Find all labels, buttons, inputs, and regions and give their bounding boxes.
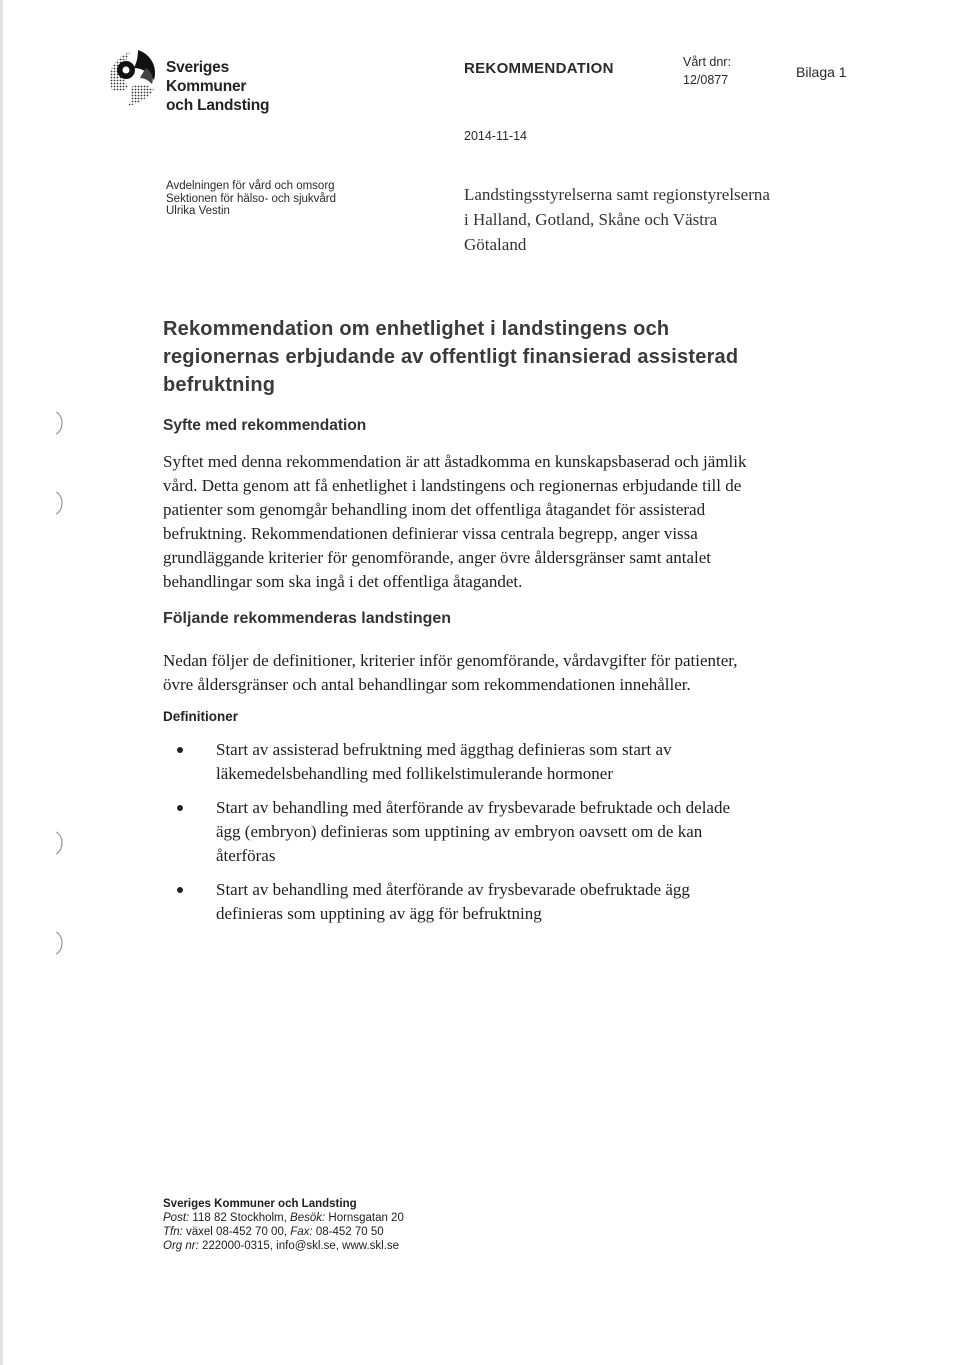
skl-logo-icon bbox=[104, 46, 162, 108]
list-item bbox=[177, 738, 817, 786]
footer-value: växel 08-452 70 00, bbox=[186, 1226, 288, 1238]
paragraph-line: patienter som genomgår behandling inom det offentliga åtagandet för assisterad bbox=[163, 500, 706, 519]
paragraph-line: grundläggande kriterier för genomförande, anger övre åldersgränser samt antalet bbox=[163, 548, 712, 567]
punch-hole-mark bbox=[52, 830, 66, 856]
footer-value: 222000-0315, info@skl.se, www.skl.se bbox=[202, 1240, 400, 1252]
paragraph-line: Nedan följer de definitioner, kriterier inför genomförande, vårdavgifter för patienter, bbox=[163, 651, 738, 670]
purpose-heading: Syfte med rekommendation bbox=[163, 417, 367, 434]
footer-label: Org nr: bbox=[163, 1240, 199, 1252]
bullet-icon bbox=[177, 887, 183, 893]
definitions-list bbox=[177, 738, 817, 936]
bullet-icon bbox=[177, 747, 183, 753]
document-date: 2014-11-14 bbox=[464, 129, 528, 143]
list-item-line: Start av behandling med återförande av frysbevarade befruktade och delade bbox=[216, 798, 731, 817]
footer-label: Besök: bbox=[290, 1212, 326, 1224]
list-item-line: läkemedelsbehandling med follikelstimulerande hormoner bbox=[216, 764, 614, 783]
sender-block bbox=[166, 180, 336, 218]
recipient-block bbox=[464, 182, 770, 257]
footer-line bbox=[163, 1239, 404, 1253]
logo-line: Kommuner bbox=[166, 78, 247, 95]
recipient-line: Landstingsstyrelserna samt regionstyrelserna bbox=[464, 185, 770, 204]
document-title bbox=[163, 315, 863, 399]
footer-value: 118 82 Stockholm, bbox=[192, 1212, 287, 1224]
footer-line bbox=[163, 1225, 404, 1239]
footer-value: 08-452 70 50 bbox=[315, 1226, 384, 1238]
appendix-label: Bilaga 1 bbox=[796, 64, 847, 80]
list-item bbox=[177, 796, 817, 868]
paragraph-line: befruktning. Rekommendationen definierar vissa centrala begrepp, anger vissa bbox=[163, 524, 698, 543]
footer-label: Fax: bbox=[290, 1226, 313, 1238]
logo-line: Sveriges bbox=[166, 59, 230, 76]
document-type: REKOMMENDATION bbox=[464, 60, 614, 77]
footer-line bbox=[163, 1211, 404, 1225]
punch-hole-mark bbox=[52, 410, 66, 436]
footer-value: Hornsgatan 20 bbox=[328, 1212, 404, 1224]
sender-line: Sektionen för hälso- och sjukvård bbox=[166, 192, 337, 205]
footer-label: Tfn: bbox=[163, 1226, 183, 1238]
list-item bbox=[177, 878, 817, 926]
recommendation-heading: Följande rekommenderas landstingen bbox=[163, 610, 452, 627]
paragraph-line: Syftet med denna rekommendation är att åstadkomma en kunskapsbaserad och jämlik bbox=[163, 452, 747, 471]
punch-hole-mark bbox=[52, 490, 66, 516]
sender-line: Avdelningen för vård och omsorg bbox=[166, 180, 335, 192]
paragraph-line: behandlingar som ska ingå i det offentliga åtagandet. bbox=[163, 572, 523, 591]
list-item-line: Start av assisterad befruktning med äggthag definieras som start av bbox=[216, 740, 672, 759]
paragraph-line: vård. Detta genom att få enhetlighet i landstingens och regionernas erbjudande till de bbox=[163, 476, 742, 495]
recipient-line: Götaland bbox=[464, 235, 527, 254]
list-item-line: ägg (embryon) definieras som upptining av embryon oavsett om de kan bbox=[216, 822, 703, 841]
definitions-heading: Definitioner bbox=[163, 709, 239, 724]
purpose-paragraph bbox=[163, 450, 747, 594]
sender-line: Ulrika Vestin bbox=[166, 205, 230, 217]
list-item-line: Start av behandling med återförande av frysbevarade obefruktade ägg bbox=[216, 880, 690, 899]
footer-address bbox=[163, 1197, 404, 1253]
footer-org-name: Sveriges Kommuner och Landsting bbox=[163, 1198, 357, 1210]
logo-line: och Landsting bbox=[166, 97, 270, 114]
bullet-icon bbox=[177, 805, 183, 811]
reference-number: 12/0877 bbox=[683, 73, 729, 87]
logo-wordmark bbox=[166, 58, 269, 115]
title-line: Rekommendation om enhetlighet i landstingens och bbox=[163, 318, 670, 340]
reference-label: Vårt dnr: bbox=[683, 55, 731, 69]
recipient-line: i Halland, Gotland, Skåne och Västra bbox=[464, 210, 718, 229]
scan-left-edge bbox=[0, 0, 3, 1365]
title-line: befruktning bbox=[163, 374, 276, 396]
footer-label: Post: bbox=[163, 1212, 190, 1224]
title-line: regionernas erbjudande av offentligt finansierad assisterad bbox=[163, 346, 739, 368]
list-item-line: återföras bbox=[216, 846, 276, 865]
recommendation-paragraph bbox=[163, 649, 738, 697]
punch-hole-mark bbox=[52, 930, 66, 956]
list-item-line: definieras som upptining av ägg för befruktning bbox=[216, 904, 542, 923]
paragraph-line: övre åldersgränser och antal behandlingar som rekommendationen innehåller. bbox=[163, 675, 691, 694]
